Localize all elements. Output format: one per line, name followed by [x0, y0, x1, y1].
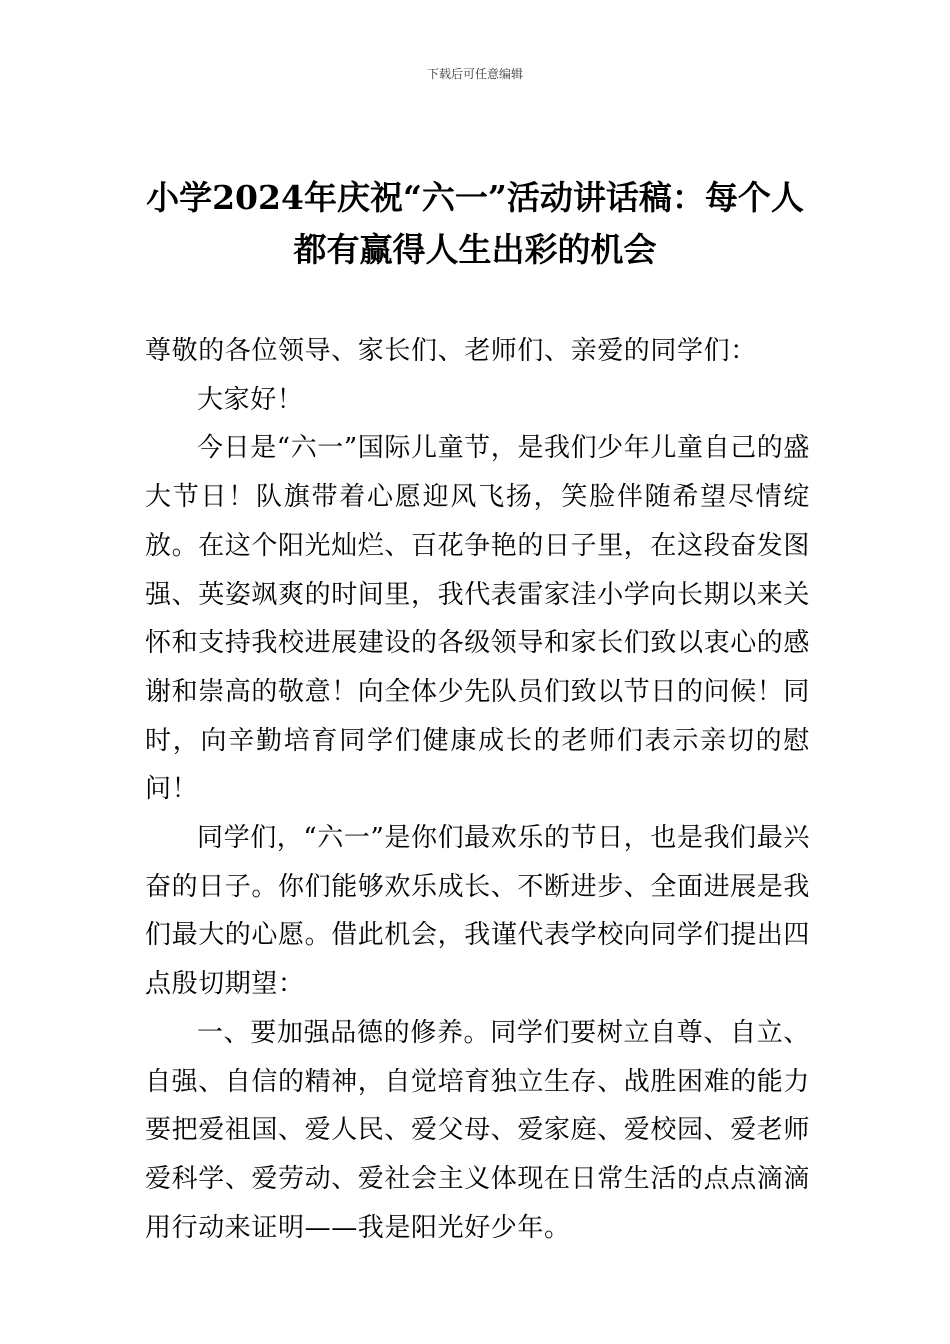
- paragraph: 一、要加强品德的修养。同学们要树立自尊、自立、自强、自信的精神，自觉培育独立生存、战胜困难的能力要把爱祖国、爱人民、爱父母、爱家庭、爱校园、爱老师爱科学、爱劳动、爱社会主义体现在日常生活的点点滴滴用行动来证明——我是阳光好少年。: [145, 1017, 811, 1243]
- salutation: 尊敬的各位领导、家长们、老师们、亲爱的同学们：: [145, 336, 757, 366]
- document-title: 小学2024年庆祝“六一”活动讲话稿：每个人都有赢得人生出彩的机会: [146, 178, 804, 269]
- header-note: 下载后可任意编辑: [426, 67, 523, 81]
- greeting: 大家好！: [197, 384, 304, 415]
- paragraph: 今日是“六一”国际儿童节，是我们少年儿童自己的盛大节日！队旗带着心愿迎风飞扬，笑脸伴随希望尽情绽放。在这个阳光灿烂、百花争艳的日子里，在这段奋发图强、英姿飒爽的时间里，我代表雷家洼小学向长期以来关怀和支持我校进展建设的各级领导和家长们致以衷心的感谢和崇高的敬意！向全体少先队员们致以节日的问候！同时，向辛勤培育同学们健康成长的老师们表示亲切的慰问！: [145, 433, 811, 805]
- paragraph: 同学们，“六一”是你们最欢乐的节日，也是我们最兴奋的日子。你们能够欢乐成长、不断进步、全面进展是我们最大的心愿。借此机会，我谨代表学校向同学们提出四点殷切期望：: [145, 823, 811, 1000]
- document-body: [145, 327, 810, 1252]
